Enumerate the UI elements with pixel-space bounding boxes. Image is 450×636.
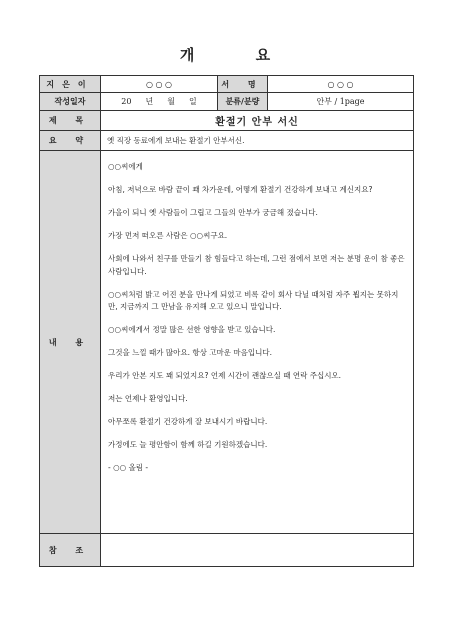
letter-paragraph: 가정에도 늘 평안함이 함께 하길 기원하겠습니다. (108, 440, 268, 449)
letter-paragraph: 그것을 느낄 때가 많아요. 항상 고마운 마음입니다. (108, 348, 272, 357)
date-year: 20 (121, 97, 132, 106)
category-value: 안부 / 1page (268, 93, 414, 111)
page-title: 개 요 (179, 46, 299, 64)
content-label: 내 용 (40, 151, 101, 534)
date-day-unit: 일 (188, 97, 197, 106)
summary-form-table (39, 75, 414, 567)
date-year-unit: 년 (145, 97, 154, 106)
letter-paragraph: ○○씨에게서 정말 많은 선한 영향을 받고 있습니다. (108, 325, 276, 334)
reference-label: 참 조 (40, 534, 101, 567)
letter-paragraph: 우리가 안본 지도 꽤 되었지요? 언제 시간이 괜찮으실 때 연락 주십시오. (108, 371, 342, 380)
letter-paragraph: 가장 먼저 떠오른 사람은 ○○씨구요. (108, 231, 228, 240)
letter-paragraph: ○○씨처럼 밝고 어진 분을 만나게 되었고 비록 같이 회사 다닐 때처럼 자주 뵙지는 못하지만, 지금까지 그 만남을 유지해 오고 있으니 말입니다. (108, 289, 399, 311)
letter-paragraph: 아무쪼록 환절기 건강하게 잘 보내시기 바랍니다. (108, 417, 268, 426)
letter-paragraph: 가을이 되니 옛 사람들이 그립고 그들의 안부가 궁금해 졌습니다. (108, 208, 318, 217)
summary-value: 옛 직장 동료에게 보내는 환절기 안부서신. (101, 131, 414, 151)
letter-body (101, 151, 414, 534)
letter-paragraph: 사회에 나와서 친구를 만들기 참 힘들다고 하는데, 그런 점에서 보면 저는 분명 운이 참 좋은 사람입니다. (108, 254, 405, 276)
letter-paragraph: 아침, 저녁으로 바람 끝이 꽤 차가운데, 어떻게 환절기 건강하게 보내고 계신지요? (108, 185, 373, 194)
author-value: ○ ○ ○ (101, 76, 218, 93)
letter-paragraph: ○○씨에게 (108, 162, 143, 171)
signature-value: ○ ○ ○ (268, 76, 414, 93)
author-label: 지은이 (40, 76, 101, 93)
letter-paragraph: 저는 언제나 환영입니다. (108, 394, 188, 403)
category-label: 분류/분량 (218, 93, 268, 111)
summary-label: 요 약 (40, 131, 101, 151)
subject-label: 제 목 (40, 111, 101, 131)
reference-value (101, 534, 414, 567)
subject-value: 환절기 안부 서신 (101, 111, 414, 131)
signature-label: 서 명 (218, 76, 268, 93)
date-value (101, 93, 218, 111)
date-month-unit: 월 (167, 97, 175, 106)
letter-closing: - ○○ 올림 - (108, 463, 149, 472)
date-label: 작성일자 (40, 93, 101, 111)
